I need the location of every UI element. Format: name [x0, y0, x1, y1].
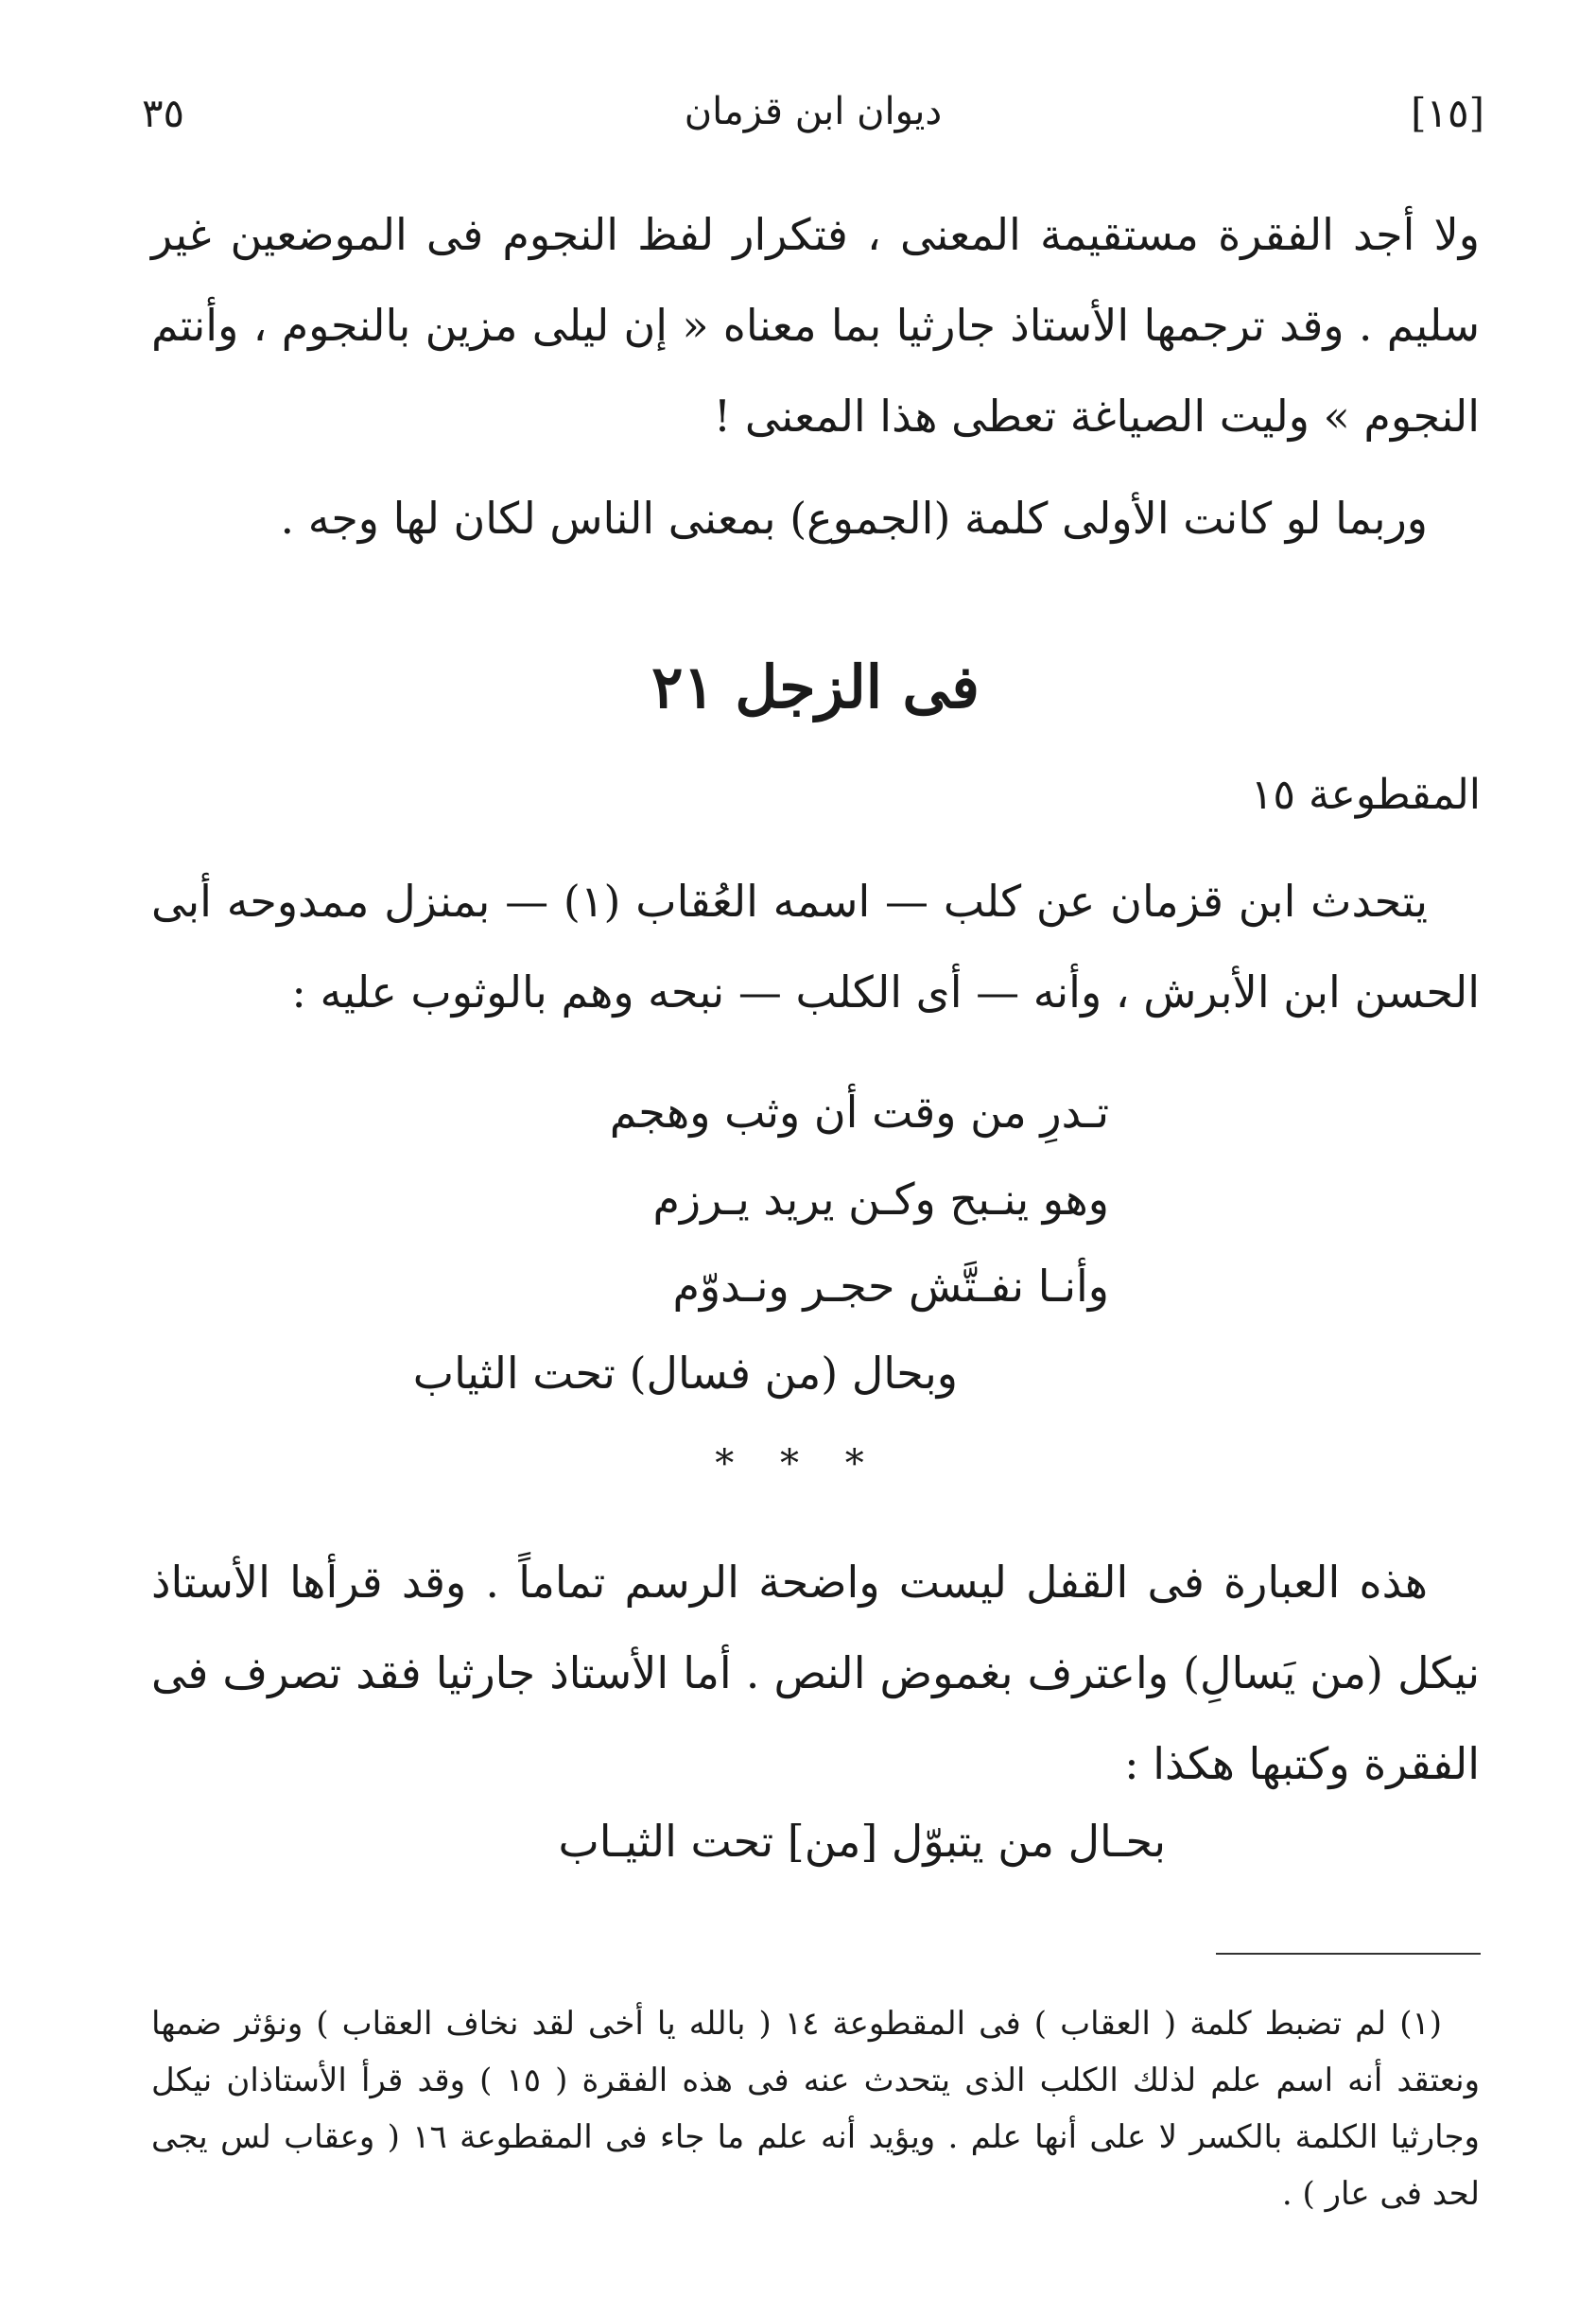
footnote-divider — [1216, 1953, 1481, 1955]
verse-block — [412, 1069, 1109, 1417]
paragraph-2: وربما لو كانت الأولى كلمة (الجموع) بمعنى الناس لكان لها وجه . — [280, 493, 1428, 544]
page-header — [142, 90, 1484, 156]
section-heading: فى الزجل ٢١ — [651, 653, 980, 722]
section-subheading: المقطوعة ١٥ — [1250, 771, 1481, 819]
quoted-line: بحـال من يتبوّل [من] تحت الثيـاب — [558, 1816, 1166, 1867]
page-number: ٣٥ — [142, 90, 185, 136]
verse-line: وبحال (من فسال) تحت الثياب — [412, 1348, 958, 1399]
paragraph-1: ولا أجد الفقرة مستقيمة المعنى ، فتكرار لفظ النجوم فى الموضعين غير سليم . وقد ترجمها الأستاذ جارثيا بما معناه « إن ليلى مزين بالنجوم ، وأنتم النجوم » وليت الصياغة تعطى هذا المعنى ! — [151, 209, 1480, 442]
paragraph-3: يتحدث ابن قزمان عن كلب — اسمه العُقاب (١) — بمنزل ممدوحه أبى الحسن ابن الأبرش ، وأنه — أى الكلب — نبحه وهم بالوثوب عليه : — [151, 876, 1480, 1018]
paragraph-4: هذه العبارة فى القفل ليست واضحة الرسم تماماً . وقد قرأها الأستاذ نيكل (من يَسالِ) واعترف بغموض النص . أما الأستاذ جارثيا فقد تصرف فى الفقرة وكتبها هكذا : — [151, 1557, 1480, 1789]
section-marker: [١٥] — [1411, 90, 1484, 136]
verse-line: تـدرِ من وقت أن وثب وهجم — [609, 1087, 1109, 1138]
verse-line: وأنـا نفـتَّش حجـر ونـدوّم — [672, 1261, 1109, 1312]
running-title: ديوان ابن قزمان — [684, 90, 943, 133]
verse-line: وهو ينـبح وكـن يريد يـرزم — [652, 1174, 1109, 1225]
footnote: (١) لم تضبط كلمة ( العقاب ) فى المقطوعة ١٤ ( بالله يا أخى لقد نخاف العقاب ) ونؤثر ضمها ونعتقد أنه اسم علم لذلك الكلب الذى يتحدث عنه فى هذه الفقرة ( ١٥ ) وقد قرأ الأستاذان نيكل وجارثيا الكلمة بالكسر لا على أنها علم . ويؤيد أنه علم ما جاء فى المقطوعة ١٦ ( وعقاب لس يجى لحد فى عار ) . — [151, 2005, 1480, 2213]
section-separator: * * * — [715, 1442, 881, 1486]
